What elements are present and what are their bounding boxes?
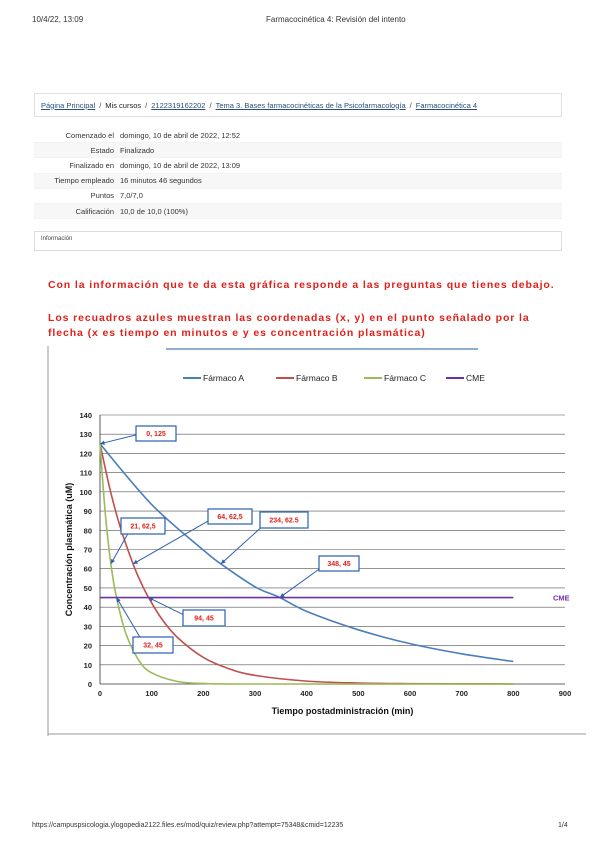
footer-page-number: 1/4 — [558, 822, 568, 829]
header-title: Farmacocinética 4: Revisión del intento — [266, 15, 406, 24]
y-tick-label: 60 — [83, 564, 92, 574]
annotation-arrow — [111, 532, 129, 564]
cme-line-label: CME — [553, 593, 570, 603]
legend-label: Fármaco B — [296, 373, 338, 383]
annotation-label: 64, 62,5 — [217, 514, 243, 522]
information-box — [34, 231, 562, 251]
y-tick-label: 100 — [79, 487, 92, 497]
chart-svg — [46, 346, 586, 736]
y-tick-label: 20 — [83, 641, 92, 651]
summary-label: Calificación — [75, 206, 114, 216]
summary-value: 10,0 de 10,0 (100%) — [120, 206, 188, 216]
y-tick-label: 10 — [83, 660, 92, 670]
annotation-arrow — [280, 567, 322, 597]
breadcrumb-separator: / — [145, 100, 148, 110]
summary-label: Estado — [90, 145, 114, 155]
breadcrumb — [34, 93, 562, 117]
summary-label: Comenzado el — [65, 130, 114, 140]
y-axis-label: Concentración plasmática (uM) — [64, 482, 74, 617]
summary-row-finished — [34, 158, 562, 173]
breadcrumb-course-link[interactable]: 2122319162202 — [151, 100, 206, 110]
attempt-summary-table — [34, 128, 562, 219]
instruction-text-2: Los recuadros azules muestran las coordenadas (x, y) en el punto señalado por la flecha (x es tiempo en minutos e y es concentración plasmática) — [48, 312, 530, 339]
footer-url: https://campuspsicologia.ylogopedia2122.files.es/mod/quiz/review.php?attempt=75348&cmid=12235 — [32, 822, 344, 829]
y-tick-label: 50 — [83, 583, 92, 593]
breadcrumb-separator: / — [209, 100, 212, 110]
summary-label: Finalizado en — [69, 160, 114, 170]
summary-row-started — [34, 128, 562, 143]
y-tick-label: 120 — [79, 449, 92, 459]
annotation-label: 21, 62,5 — [130, 523, 156, 531]
summary-value: domingo, 10 de abril de 2022, 12:52 — [120, 130, 241, 140]
summary-value: 7,0/7,0 — [120, 191, 143, 201]
summary-label: Puntos — [90, 191, 114, 201]
instruction-text-1: Con la información que te da esta gráfica responde a las preguntas que tienes debajo. — [48, 279, 555, 291]
breadcrumb-my-courses: Mis cursos — [105, 100, 142, 110]
breadcrumb-quiz-link[interactable]: Farmacocinética 4 — [415, 100, 478, 110]
information-label: Información — [41, 236, 73, 242]
x-tick-label: 0 — [97, 689, 103, 698]
breadcrumb-separator: / — [99, 100, 102, 110]
y-tick-label: 90 — [83, 507, 92, 517]
x-axis-label: Tiempo postadministración (min) — [271, 706, 414, 716]
x-tick-label: 100 — [145, 689, 158, 698]
header-datetime: 10/4/22, 13:09 — [32, 15, 84, 24]
x-tick-label: 300 — [248, 689, 262, 698]
summary-value: Finalizado — [120, 145, 155, 155]
x-tick-label: 700 — [455, 689, 468, 698]
breadcrumb-separator: / — [409, 100, 412, 110]
summary-value: domingo, 10 de abril de 2022, 13:09 — [120, 160, 241, 170]
y-tick-label: 40 — [83, 603, 92, 613]
annotation-label: 348, 45 — [327, 561, 351, 569]
x-tick-label: 800 — [507, 689, 520, 698]
summary-row-grade — [34, 204, 562, 219]
legend-label: Fármaco A — [203, 373, 245, 383]
x-tick-label: 200 — [197, 689, 210, 698]
summary-row-state — [34, 143, 562, 158]
summary-row-points — [34, 189, 562, 204]
concentration-chart — [46, 346, 586, 736]
annotation-arrow — [117, 598, 141, 639]
series-line-f-rmaco-a — [100, 444, 513, 662]
x-tick-label: 900 — [558, 689, 572, 698]
legend-label: CME — [466, 373, 485, 383]
annotation-label: 94, 45 — [194, 615, 214, 623]
summary-value: 16 minutos 46 segundos — [120, 176, 202, 186]
legend-label: Fármaco C — [384, 373, 427, 383]
y-tick-label: 0 — [87, 680, 92, 689]
y-tick-label: 130 — [79, 430, 92, 440]
y-tick-label: 80 — [83, 526, 92, 536]
y-tick-label: 110 — [79, 468, 92, 478]
y-tick-label: 30 — [83, 622, 92, 632]
summary-label: Tiempo empleado — [54, 176, 114, 186]
breadcrumb-topic-link[interactable]: Tema 3. Bases farmacocinéticas de la Psicofarmacología — [215, 100, 406, 110]
breadcrumb-home-link[interactable]: Página Principal — [41, 100, 96, 110]
y-tick-label: 70 — [83, 545, 92, 555]
annotation-arrow — [100, 435, 136, 444]
x-tick-label: 600 — [403, 689, 417, 698]
y-tick-label: 140 — [79, 411, 92, 420]
summary-row-time — [34, 174, 562, 189]
annotation-label: 234, 62.5 — [269, 517, 299, 525]
x-tick-label: 500 — [352, 689, 365, 698]
annotation-label: 32, 45 — [143, 642, 163, 650]
x-tick-label: 400 — [300, 689, 313, 698]
annotation-label: 0, 125 — [146, 431, 166, 439]
